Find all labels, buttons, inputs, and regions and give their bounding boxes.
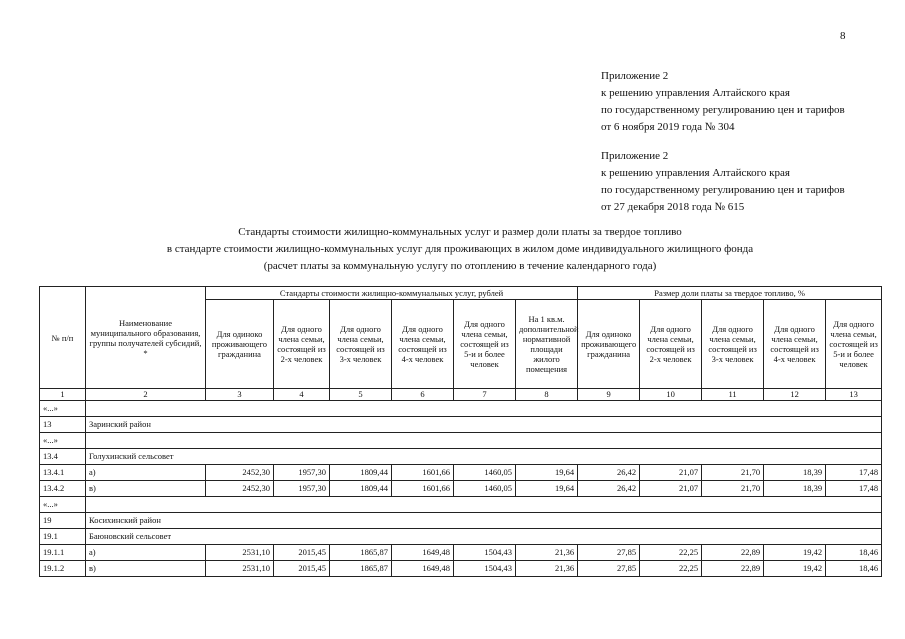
header-share-col: Для одного члена семьи, состоящей из 5-и и более человек [826, 300, 882, 389]
value-cell: 1601,66 [392, 481, 454, 497]
row-title [86, 401, 882, 417]
value-cell: 2452,30 [206, 481, 274, 497]
row-number: 13.4.1 [40, 465, 86, 481]
table-row [40, 417, 882, 433]
value-cell: 17,48 [826, 481, 882, 497]
annex-line: от 27 декабря 2018 года № 615 [601, 201, 745, 213]
value-cell: 2531,10 [206, 545, 274, 561]
title-line: Стандарты стоимости жилищно-коммунальных услуг и размер доли платы за твердое топливо [238, 226, 682, 238]
row-group: а) [86, 465, 206, 481]
table-row [40, 529, 882, 545]
column-number: 8 [516, 389, 578, 401]
title-line: в стандарте стоимости жилищно-коммунальных услуг для проживающих в жилом доме индивидуального жилищного фонда [166, 243, 754, 255]
table-row [40, 433, 882, 449]
header-share-col: Для одного члена семьи, состоящей из 2-х человек [640, 300, 702, 389]
column-number: 9 [578, 389, 640, 401]
annex-line: к решению управления Алтайского края [601, 167, 790, 179]
row-number: «...» [40, 497, 86, 513]
row-group: в) [86, 561, 206, 577]
column-number: 2 [86, 389, 206, 401]
value-cell: 19,42 [764, 545, 826, 561]
row-number: 13.4 [40, 449, 86, 465]
row-number: 19.1 [40, 529, 86, 545]
value-cell: 18,46 [826, 561, 882, 577]
value-cell: 1601,66 [392, 465, 454, 481]
value-cell: 1649,48 [392, 561, 454, 577]
title-line: (расчет платы за коммунальную услугу по отоплению в течение календарного года) [263, 260, 657, 272]
column-number: 7 [454, 389, 516, 401]
header-share-col: Для одиноко проживающего гражданина [578, 300, 640, 389]
column-number: 5 [330, 389, 392, 401]
value-cell: 1865,87 [330, 561, 392, 577]
value-cell: 18,39 [764, 481, 826, 497]
table-row [40, 513, 882, 529]
header-share-col: Для одного члена семьи, состоящей из 4-х человек [764, 300, 826, 389]
column-number: 1 [40, 389, 86, 401]
value-cell: 22,89 [702, 545, 764, 561]
value-cell: 1460,05 [454, 465, 516, 481]
annex-header-2018 [601, 148, 845, 216]
row-title: Баюновский сельсовет [86, 529, 882, 545]
row-number: 13.4.2 [40, 481, 86, 497]
value-cell: 2015,45 [274, 545, 330, 561]
column-number: 12 [764, 389, 826, 401]
row-number: 13 [40, 417, 86, 433]
row-number: «...» [40, 401, 86, 417]
table-row [40, 449, 882, 465]
row-title [86, 433, 882, 449]
value-cell: 26,42 [578, 465, 640, 481]
row-title: Голухинский сельсовет [86, 449, 882, 465]
value-cell: 19,64 [516, 465, 578, 481]
header-name: Наименование муниципального образования, группы получателей субсидий, * [86, 287, 206, 389]
header-standard-col: Для одного члена семьи, состоящей из 2-х человек [274, 300, 330, 389]
value-cell: 1865,87 [330, 545, 392, 561]
value-cell: 2452,30 [206, 465, 274, 481]
annex-line: по государственному регулированию цен и тарифов [601, 104, 845, 116]
value-cell: 27,85 [578, 561, 640, 577]
column-number: 4 [274, 389, 330, 401]
value-cell: 18,46 [826, 545, 882, 561]
table-row [40, 401, 882, 417]
value-cell: 21,36 [516, 545, 578, 561]
value-cell: 21,07 [640, 481, 702, 497]
header-standard-col: Для одного члена семьи, состоящей из 5-и и более человек [454, 300, 516, 389]
row-number: 19.1.1 [40, 545, 86, 561]
annex-line: Приложение 2 [601, 150, 669, 162]
header-group-standards: Стандарты стоимости жилищно-коммунальных услуг, рублей [206, 287, 578, 300]
row-group: в) [86, 481, 206, 497]
header-no: № п/п [40, 287, 86, 389]
value-cell: 22,25 [640, 545, 702, 561]
table-row [40, 561, 882, 577]
column-number: 6 [392, 389, 454, 401]
header-standard-col: На 1 кв.м. дополнительной нормативной площади жилого помещения [516, 300, 578, 389]
value-cell: 18,39 [764, 465, 826, 481]
table-row [40, 465, 882, 481]
row-group: а) [86, 545, 206, 561]
table-row [40, 481, 882, 497]
column-number: 3 [206, 389, 274, 401]
value-cell: 21,36 [516, 561, 578, 577]
annex-line: Приложение 2 [601, 70, 669, 82]
table-row [40, 545, 882, 561]
row-number: 19.1.2 [40, 561, 86, 577]
annex-header-2019 [601, 68, 845, 136]
header-share-col: Для одного члена семьи, состоящей из 3-х человек [702, 300, 764, 389]
value-cell: 1460,05 [454, 481, 516, 497]
value-cell: 1504,43 [454, 545, 516, 561]
row-title: Косихинский район [86, 513, 882, 529]
value-cell: 2531,10 [206, 561, 274, 577]
value-cell: 26,42 [578, 481, 640, 497]
row-title [86, 497, 882, 513]
column-number-row [40, 389, 882, 401]
document-title [40, 224, 880, 275]
value-cell: 1809,44 [330, 465, 392, 481]
row-number: 19 [40, 513, 86, 529]
header-standard-col: Для одного члена семьи, состоящей из 4-х человек [392, 300, 454, 389]
value-cell: 17,48 [826, 465, 882, 481]
header-standard-col: Для одного члена семьи, состоящей из 3-х человек [330, 300, 392, 389]
page-number: 8 [840, 30, 846, 42]
value-cell: 21,70 [702, 481, 764, 497]
column-number: 13 [826, 389, 882, 401]
column-number: 10 [640, 389, 702, 401]
annex-line: по государственному регулированию цен и тарифов [601, 184, 845, 196]
value-cell: 21,07 [640, 465, 702, 481]
annex-line: к решению управления Алтайского края [601, 87, 790, 99]
value-cell: 1809,44 [330, 481, 392, 497]
value-cell: 1649,48 [392, 545, 454, 561]
value-cell: 19,64 [516, 481, 578, 497]
header-standard-col: Для одиноко проживающего гражданина [206, 300, 274, 389]
value-cell: 21,70 [702, 465, 764, 481]
column-number: 11 [702, 389, 764, 401]
value-cell: 22,25 [640, 561, 702, 577]
value-cell: 1504,43 [454, 561, 516, 577]
row-title: Заринский район [86, 417, 882, 433]
value-cell: 27,85 [578, 545, 640, 561]
row-number: «...» [40, 433, 86, 449]
value-cell: 2015,45 [274, 561, 330, 577]
value-cell: 1957,30 [274, 481, 330, 497]
table-row [40, 497, 882, 513]
value-cell: 22,89 [702, 561, 764, 577]
value-cell: 1957,30 [274, 465, 330, 481]
standards-table [39, 286, 882, 577]
header-group-share: Размер доли платы за твердое топливо, % [578, 287, 882, 300]
value-cell: 19,42 [764, 561, 826, 577]
annex-line: от 6 ноября 2019 года № 304 [601, 121, 735, 133]
